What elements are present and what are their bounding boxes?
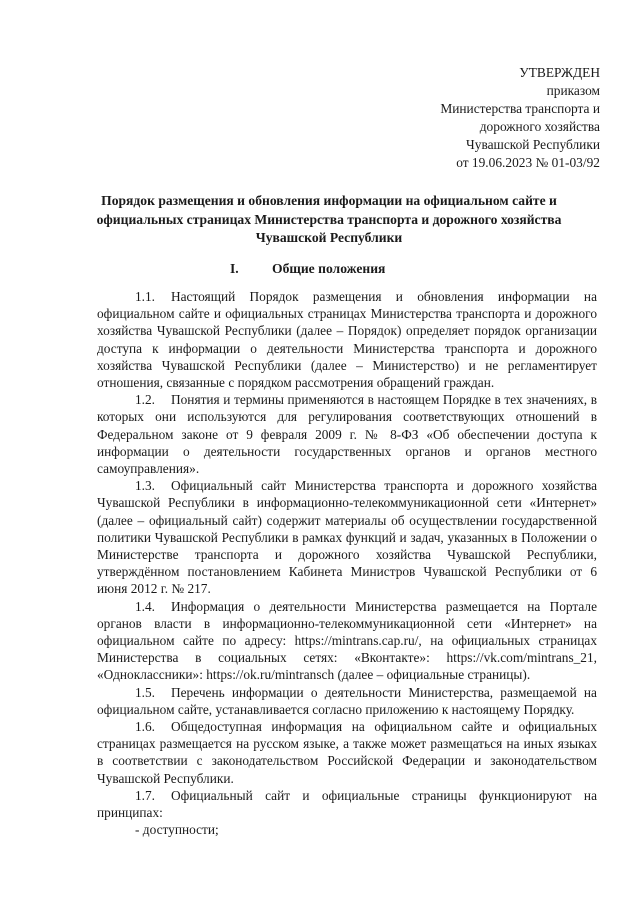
paragraph-text: Общедоступная информация на официальном сайте и официальных страницах размещается на русском языке, а также может размещаться на иных языках в соответствии с законодательством Российской Федерации и законодательством Чувашской Республики.	[97, 719, 597, 786]
approval-line: УТВЕРЖДЕН	[519, 65, 600, 80]
approval-line: приказом	[546, 83, 600, 98]
paragraph	[97, 787, 597, 821]
paragraph	[97, 598, 597, 684]
paragraph-number: 1.3.	[135, 478, 156, 494]
approval-line: от 19.06.2023 № 01-03/92	[456, 155, 600, 170]
paragraph	[97, 391, 597, 477]
document-body	[97, 288, 597, 839]
paragraph-text: Настоящий Порядок размещения и обновления информации на официальном сайте и официальных страницах Министерства транспорта и дорожного хозяйства Чувашской Республики (далее – Порядок) определяет порядок организации доступа к информации о деятельности Министерства транспорта и дорожного хозяйства Чувашской Республики (далее – Министерство) и не регламентирует отношения, связанные с порядком рассмотрения обращений граждан.	[97, 289, 597, 391]
paragraph	[97, 684, 597, 718]
paragraph	[97, 718, 597, 787]
paragraph-number: 1.1.	[135, 289, 156, 304]
section-title: Общие положения	[272, 261, 386, 276]
approval-line: Министерства транспорта и	[440, 101, 600, 116]
paragraph-number: 1.7.	[135, 787, 156, 803]
section-number: I.	[230, 261, 239, 276]
paragraph-number: 1.6.	[135, 719, 156, 735]
paragraph	[97, 477, 597, 597]
paragraph	[97, 288, 597, 391]
paragraph-text: Официальный сайт Министерства транспорта и дорожного хозяйства Чувашской Республики в информационно-телекоммуникационной сети «Интернет» (далее – официальный сайт) содержит материалы об осуществлении государственной политики Чувашской Республики в рамках функций и задач, указанных в Положении о Министерстве транспорта и дорожного хозяйства Чувашской Республики, утверждённом постановлением Кабинета Министров Чувашской Республики от 6 июня 2012 г. № 217.	[97, 478, 597, 597]
paragraph-text: Понятия и термины применяются в настоящем Порядке в тех значениях, в которых они используются для регулирования соответствующих отношений в Федеральном законе от 9 февраля 2009 г. № 8-ФЗ «Об обеспечении доступа к информации о деятельности государственных органов и органов местного самоуправления».	[97, 392, 597, 477]
document-title: Порядок размещения и обновления информации на официальном сайте и официальных страницах Министерства транспорта и дорожного хозяйства Чувашской Республики	[96, 193, 562, 245]
approval-line: дорожного хозяйства	[479, 119, 600, 134]
paragraph-text: Перечень информации о деятельности Министерства, размещаемой на официальном сайте, устанавливается согласно приложению к настоящему Порядку.	[97, 684, 597, 717]
paragraph-number: 1.4.	[135, 598, 156, 614]
paragraph-number: 1.5.	[135, 684, 156, 700]
paragraph-text: Информация о деятельности Министерства размещается на Портале органов власти в информационно-телекоммуникационной сети «Интернет» на официальном сайте по адресу: https://mintrans.cap.ru/, на официальных страницах Министерства в социальных сетях: «Вконтакте»: https://vk.com/mintrans_21, «Одноклассники»: https://ok.ru/mintransch (далее – официальные страницы).	[97, 598, 597, 683]
section-heading	[230, 260, 470, 278]
paragraph-text: Официальный сайт и официальные страницы функционируют на принципах:	[97, 787, 597, 821]
paragraph-number: 1.2.	[135, 392, 156, 408]
approval-stamp	[360, 64, 600, 172]
list-item: - доступности;	[135, 822, 219, 838]
approval-line: Чувашской Республики	[466, 137, 600, 152]
